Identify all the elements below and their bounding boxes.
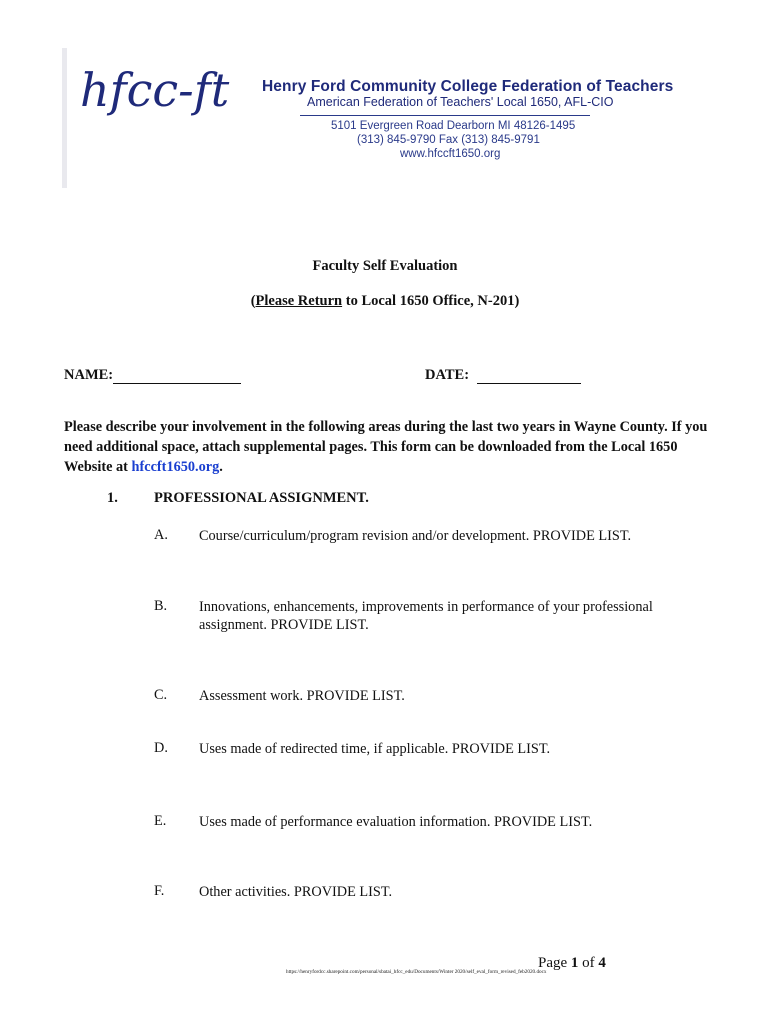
item-c-text: Assessment work. PROVIDE LIST. [199, 688, 405, 704]
item-e-letter: E. [154, 813, 167, 829]
logo-lettering: hfcc-ft [80, 63, 230, 117]
scan-edge-shadow [62, 48, 67, 188]
page-word: Page [538, 955, 571, 971]
instructions-text: Please describe your involvement in the following areas during the last two years in Wayne County. If you need additional space, attach supplemental pages. This form can be downloaded from the Local 1650 Website at [64, 419, 708, 475]
section-number: 1. [107, 490, 118, 506]
item-b-text: Innovations, enhancements, improvements in performance of your professional assignment. PROVIDE LIST. [199, 599, 653, 633]
item-e-text: Uses made of performance evaluation information. PROVIDE LIST. [199, 814, 593, 830]
form-subtitle [0, 293, 770, 310]
item-b-letter: B. [154, 598, 168, 614]
file-path-footer: https://henryfordcc.sharepoint.com/personal/sbatai_hfcc_edu/Documents/Winter 2020/self_eval_form_revised_feb2020.docx [286, 969, 547, 975]
item-f-text: Other activities. PROVIDE LIST. [199, 884, 393, 900]
item-c-letter: C. [154, 687, 168, 703]
date-field-row [425, 366, 581, 384]
hfcc-ft-logo [78, 58, 248, 128]
date-label: DATE: [425, 367, 473, 383]
page-total: 4 [598, 955, 606, 971]
page-number [538, 955, 606, 972]
instructions-end: . [219, 459, 223, 475]
name-field-row [64, 366, 241, 384]
org-name: Henry Ford Community College Federation of Teachers [262, 78, 674, 95]
logo-image [78, 58, 248, 128]
subtitle-rest: to Local 1650 Office, N-201) [342, 293, 520, 309]
date-blank-line[interactable] [477, 369, 581, 384]
item-d-letter: D. [154, 740, 168, 756]
item-d-text: Uses made of redirected time, if applicable. PROVIDE LIST. [199, 741, 551, 757]
org-affiliation: American Federation of Teachers' Local 1650, AFL-CIO [307, 95, 614, 109]
item-a-text: Course/curriculum/program revision and/or development. PROVIDE LIST. [199, 528, 632, 544]
letterhead-divider [300, 115, 590, 116]
form-title: Faculty Self Evaluation [312, 258, 458, 274]
item-a-letter: A. [154, 527, 168, 543]
name-blank-line[interactable] [113, 369, 241, 384]
subtitle-open: ( [250, 293, 256, 309]
subtitle-underlined: Please Return [255, 293, 343, 309]
page-current: 1 [570, 955, 579, 971]
website-link[interactable]: hfccft1650.org [131, 459, 220, 475]
org-phone-fax: (313) 845-9790 Fax (313) 845-9791 [357, 134, 540, 146]
page-of: of [578, 955, 599, 971]
instructions-paragraph [64, 417, 724, 477]
section-title: PROFESSIONAL ASSIGNMENT. [154, 490, 369, 506]
item-f-letter: F. [154, 883, 165, 899]
org-address: 5101 Evergreen Road Dearborn MI 48126-1495 [331, 120, 576, 132]
name-label: NAME: [64, 367, 114, 383]
org-website: www.hfccft1650.org [400, 148, 501, 160]
